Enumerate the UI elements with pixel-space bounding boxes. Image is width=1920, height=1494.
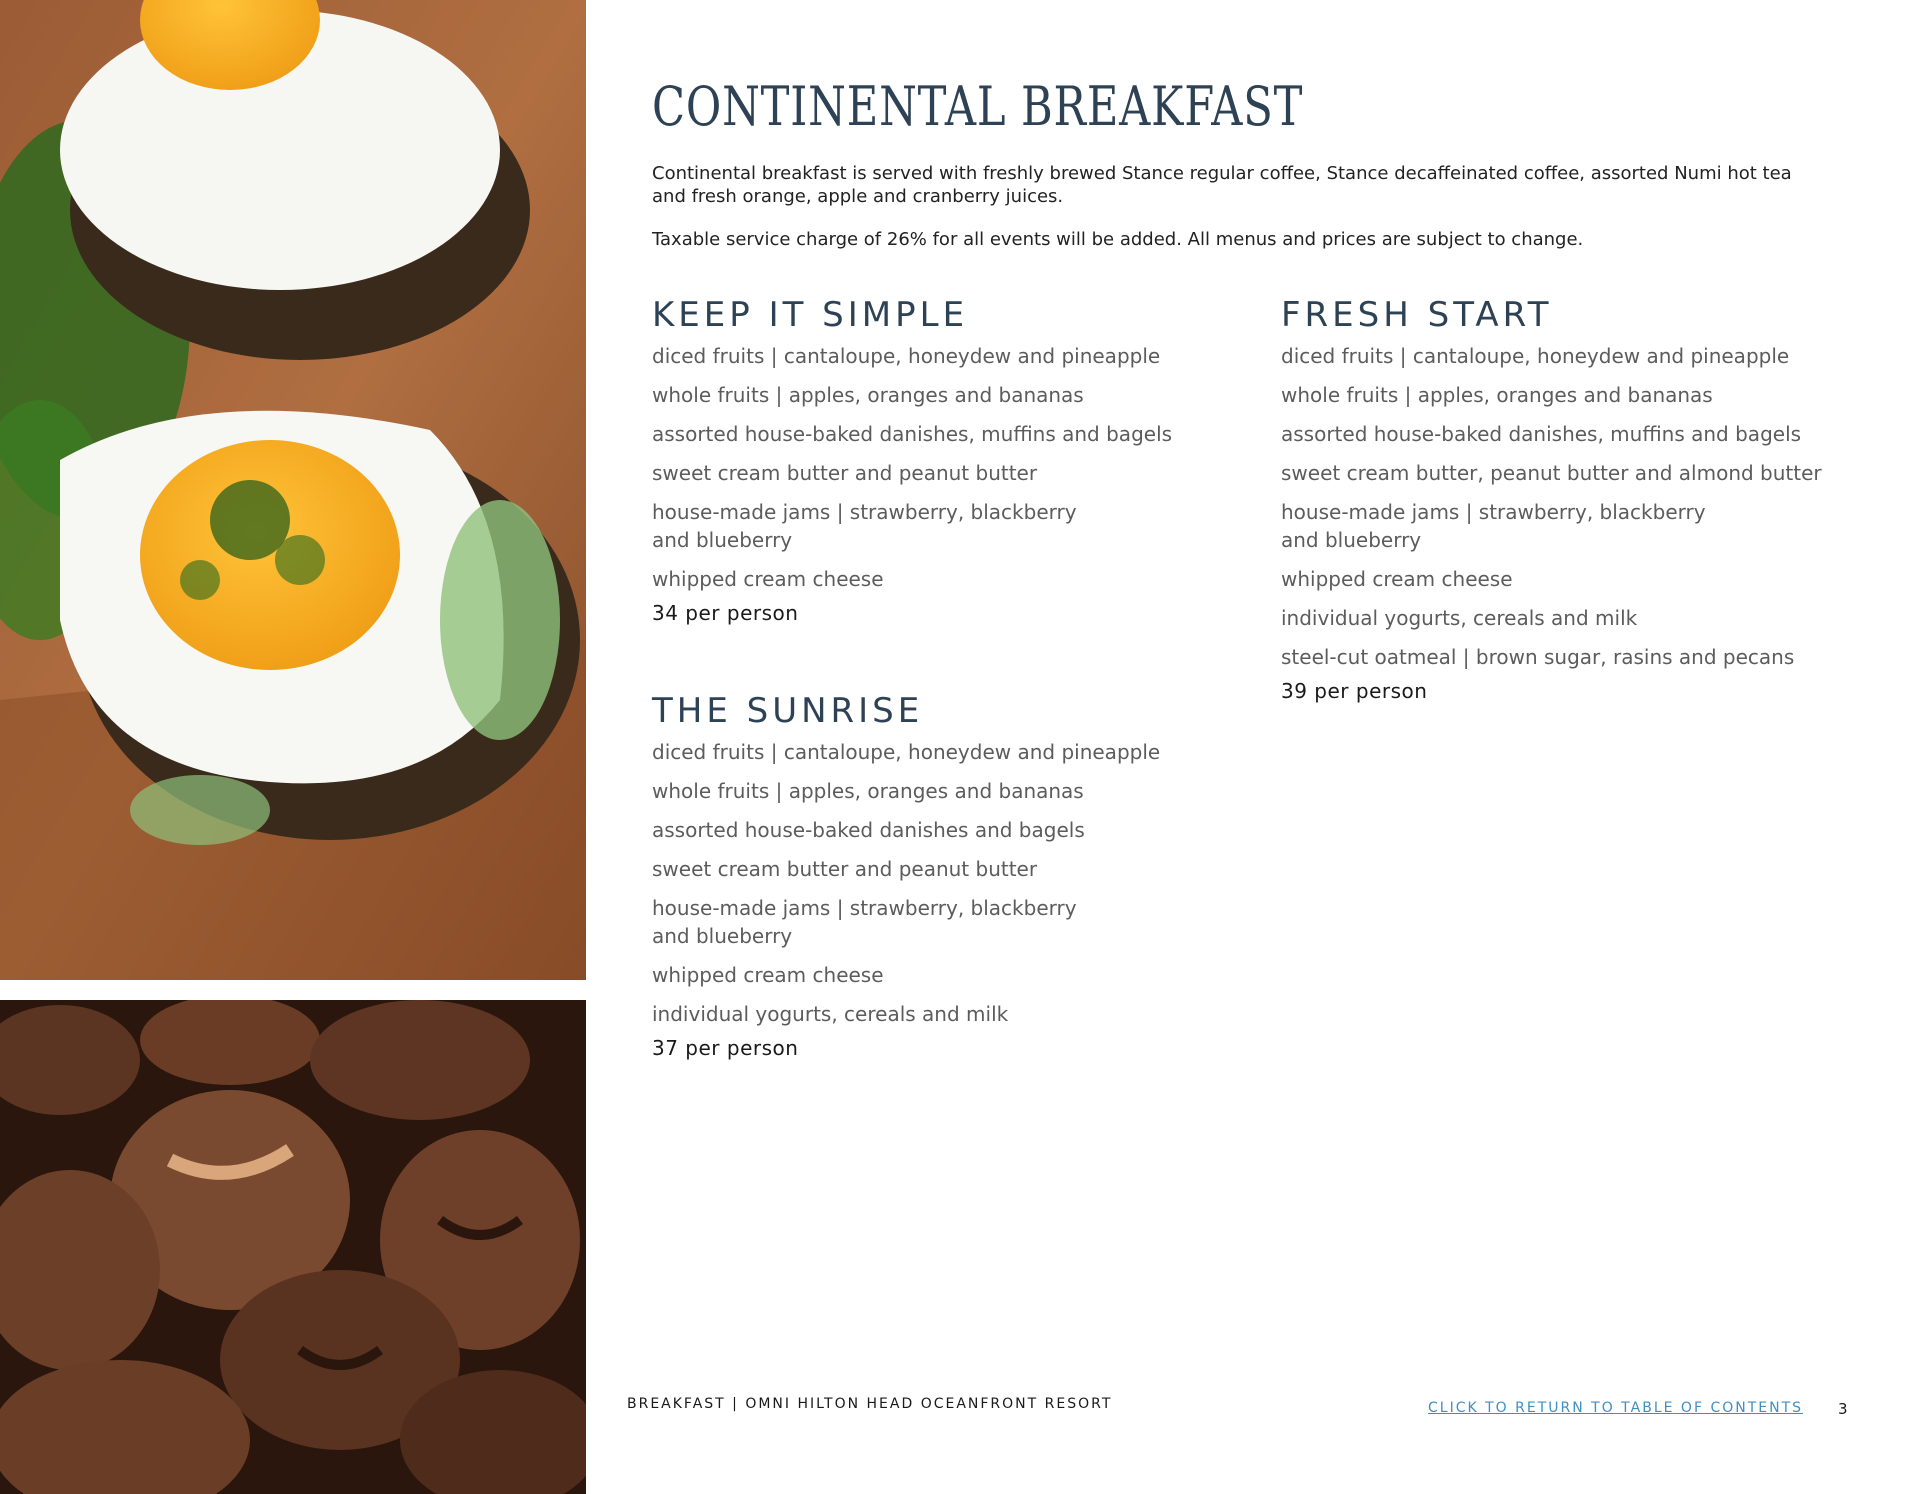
menu-item-list [652, 342, 1242, 593]
menu-item: individual yogurts, cereals and milk [1281, 606, 1638, 630]
return-to-toc-link[interactable]: CLICK TO RETURN TO TABLE OF CONTENTS [1428, 1400, 1804, 1416]
menu-item: diced fruits | cantaloupe, honeydew and pineapple [652, 344, 1161, 368]
section-title: THE SUNRISE [652, 691, 924, 731]
menu-item: sweet cream butter and peanut butter [652, 461, 1038, 485]
menu-item: individual yogurts, cereals and milk [652, 1002, 1009, 1026]
menu-item: diced fruits | cantaloupe, honeydew and pineapple [1281, 344, 1790, 368]
menu-item: whipped cream cheese [1281, 567, 1513, 591]
menu-item: whole fruits | apples, oranges and bananas [652, 383, 1084, 407]
price: 39 per person [1281, 679, 1428, 703]
price: 37 per person [652, 1036, 799, 1060]
menu-item: steel-cut oatmeal | brown sugar, rasins and pecans [1281, 645, 1795, 669]
menu-item: whipped cream cheese [652, 963, 884, 987]
menu-section-the-sunrise [652, 688, 1242, 1061]
menu-item-list [652, 738, 1242, 1028]
service-charge-note: Taxable service charge of 26% for all events will be added. All menus and prices are subject to change. [652, 229, 1584, 251]
page-title: CONTINENTAL BREAKFAST [652, 75, 1304, 138]
menu-item: house-made jams | strawberry, blackberry and blueberry [1281, 500, 1706, 552]
menu-item: sweet cream butter, peanut butter and almond butter [1281, 461, 1822, 485]
menu-section-keep-it-simple [652, 292, 1242, 626]
menu-item: house-made jams | strawberry, blackberry and blueberry [652, 500, 1077, 552]
menu-item: diced fruits | cantaloupe, honeydew and pineapple [652, 740, 1161, 764]
price: 34 per person [652, 601, 799, 625]
footer-caption: BREAKFAST | OMNI HILTON HEAD OCEANFRONT RESORT [627, 1396, 1113, 1412]
menu-item: whole fruits | apples, oranges and bananas [1281, 383, 1713, 407]
menu-item: sweet cream butter and peanut butter [652, 857, 1038, 881]
section-title: KEEP IT SIMPLE [652, 295, 969, 335]
intro-block [652, 72, 1852, 251]
coffee-beans-photo [0, 1000, 586, 1494]
section-title: FRESH START [1281, 295, 1553, 335]
page-number: 3 [1838, 1400, 1848, 1418]
menu-item: whole fruits | apples, oranges and bananas [652, 779, 1084, 803]
menu-item: assorted house-baked danishes and bagels [652, 818, 1085, 842]
menu-item: assorted house-baked danishes, muffins and bagels [652, 422, 1173, 446]
eggs-on-toast-photo [0, 0, 586, 980]
menu-item-list [1281, 342, 1871, 671]
intro-text: Continental breakfast is served with freshly brewed Stance regular coffee, Stance decaffeinated coffee, assorted Numi hot tea and fresh orange, apple and cranberry juices. [652, 163, 1792, 208]
menu-item: assorted house-baked danishes, muffins and bagels [1281, 422, 1802, 446]
menu-item: whipped cream cheese [652, 567, 884, 591]
menu-item: house-made jams | strawberry, blackberry and blueberry [652, 896, 1077, 948]
menu-section-fresh-start [1281, 292, 1871, 704]
